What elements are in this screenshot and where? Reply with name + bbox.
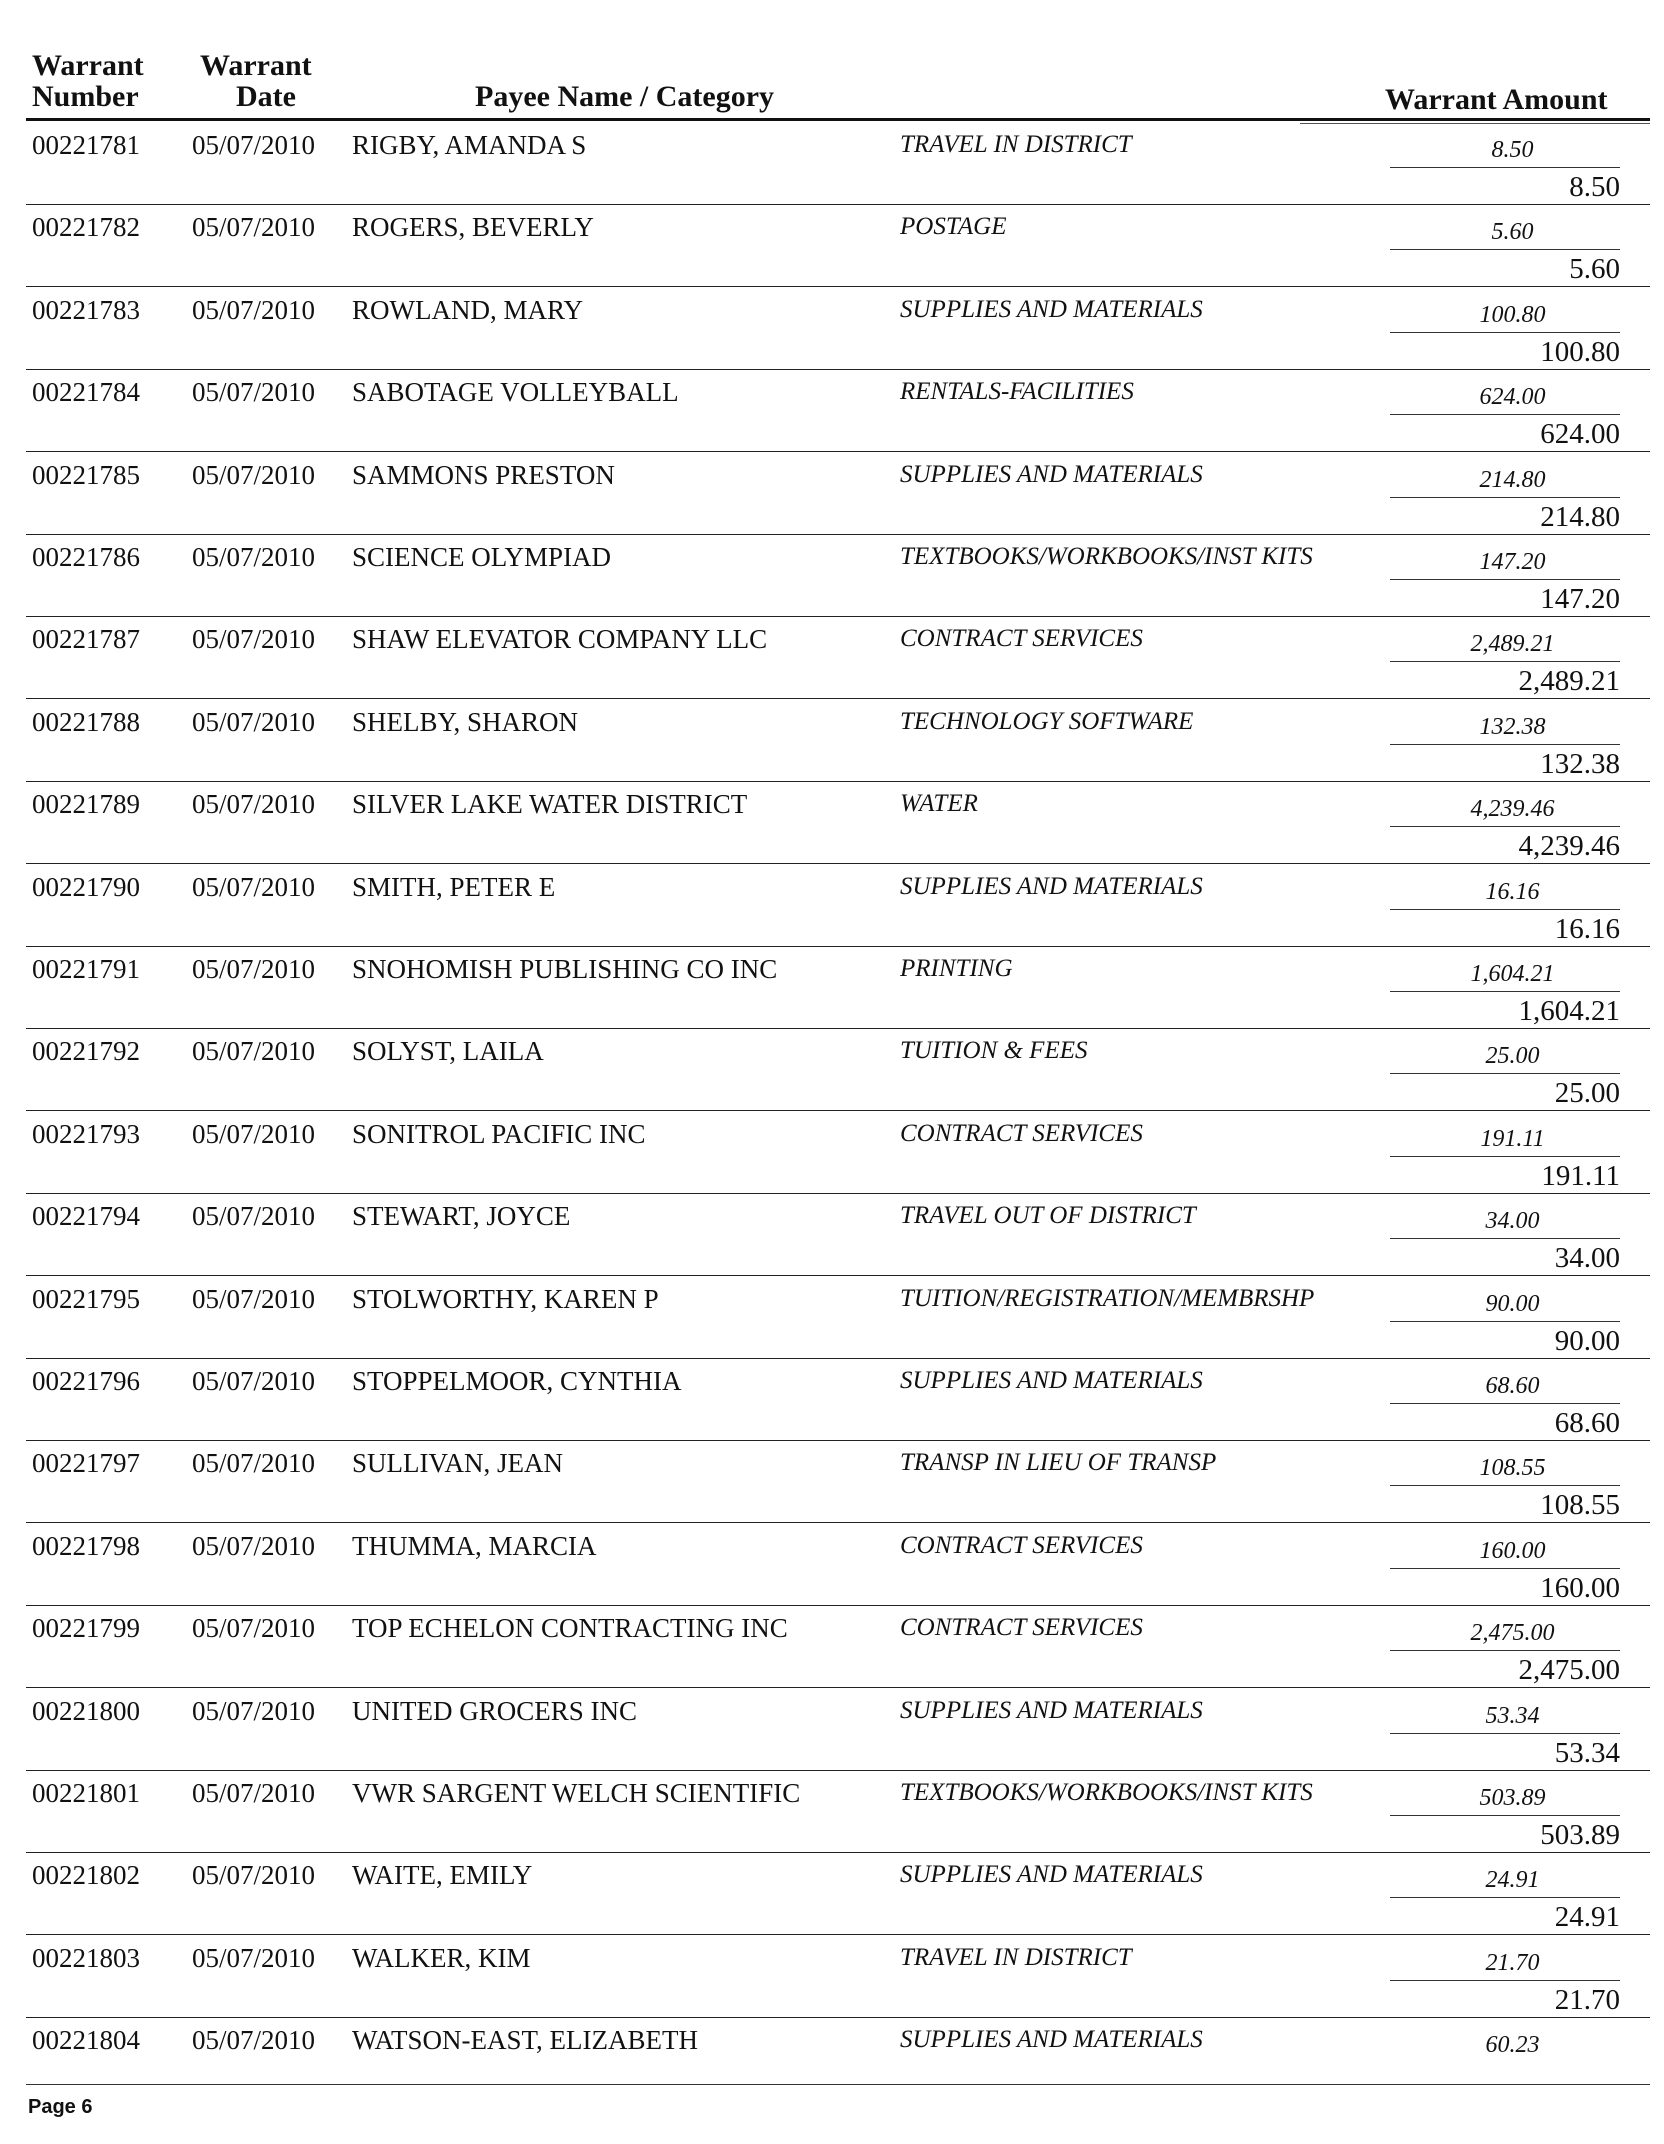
- payee-name: WATSON-EAST, ELIZABETH: [352, 2025, 698, 2056]
- warrant-date: 05/07/2010: [192, 1283, 316, 1314]
- warrant-amount: 60.23: [1485, 2032, 1540, 2059]
- warrant-number: 00221798: [32, 1530, 140, 1561]
- row-divider: [26, 534, 1650, 535]
- payee-name: WAITE, EMILY: [352, 1860, 533, 1891]
- payee-category: TEXTBOOKS/WORKBOOKS/INST KITS: [900, 1779, 1313, 1806]
- amount-underline: [1390, 826, 1620, 827]
- warrant-number: 00221801: [32, 1778, 140, 1808]
- warrant-date: 05/07/2010: [192, 624, 316, 655]
- header-warrant-date-line2: Date: [236, 80, 296, 113]
- payee-category: SUPPLIES AND MATERIALS: [900, 1367, 1203, 1394]
- warrant-amount: 160.00: [1479, 1537, 1546, 1564]
- table-row: [0, 536, 1664, 618]
- payee-category: TRAVEL OUT OF DISTRICT: [900, 1202, 1196, 1230]
- warrant-number: 00221784: [32, 377, 140, 408]
- table-row: [0, 701, 1664, 783]
- warrant-number: 00221799: [32, 1613, 140, 1644]
- warrant-amount-total: 147.20: [1540, 583, 1620, 615]
- payee-category: TECHNOLOGY SOFTWARE: [900, 707, 1194, 735]
- payee-name: STOPPELMOOR, CYNTHIA: [352, 1366, 682, 1396]
- header-warrant-number-line1: Warrant: [32, 49, 144, 82]
- payee-category: SUPPLIES AND MATERIALS: [900, 872, 1203, 900]
- payee-category: TUITION & FEES: [900, 1037, 1088, 1065]
- warrant-date: 05/07/2010: [192, 1036, 316, 1067]
- payee-name: STEWART, JOYCE: [352, 1201, 571, 1232]
- payee-name: UNITED GROCERS INC: [352, 1695, 638, 1726]
- footer-rule: [26, 2084, 1650, 2085]
- table-row: [0, 371, 1664, 453]
- warrant-number: 00221790: [32, 871, 140, 902]
- payee-category: TRAVEL IN DISTRICT: [900, 1943, 1132, 1971]
- warrant-date: 05/07/2010: [192, 542, 316, 572]
- warrant-number: 00221789: [32, 789, 140, 820]
- payee-name: SOLYST, LAILA: [352, 1036, 544, 1067]
- warrant-amount-total: 100.80: [1540, 335, 1620, 368]
- warrant-amount: 624.00: [1479, 384, 1546, 411]
- payee-name: SULLIVAN, JEAN: [352, 1448, 564, 1479]
- payee-category: SUPPLIES AND MATERIALS: [900, 295, 1203, 323]
- header-warrant-number-line2: Number: [32, 80, 139, 113]
- payee-category: TUITION/REGISTRATION/MEMBRSHP: [900, 1284, 1315, 1312]
- amount-underline: [1390, 1815, 1620, 1816]
- warrant-date: 05/07/2010: [192, 294, 316, 325]
- warrant-amount-total: 1,604.21: [1518, 995, 1620, 1027]
- warrant-date: 05/07/2010: [192, 2025, 316, 2056]
- warrant-date: 05/07/2010: [192, 1942, 316, 1973]
- payee-category: CONTRACT SERVICES: [900, 625, 1143, 653]
- amount-underline: [1390, 249, 1620, 250]
- amount-underline: [1390, 661, 1620, 662]
- amount-underline: [1390, 991, 1620, 992]
- table-row: [0, 1442, 1664, 1524]
- warrant-amount: 24.91: [1485, 1867, 1540, 1894]
- payee-category: SUPPLIES AND MATERIALS: [900, 460, 1203, 488]
- warrant-number: 00221781: [32, 130, 140, 160]
- table-row: [0, 1854, 1664, 1936]
- amount-underline: [1390, 1156, 1620, 1157]
- payee-category: TRAVEL IN DISTRICT: [900, 131, 1132, 158]
- warrant-date: 05/07/2010: [192, 1366, 316, 1396]
- warrant-date: 05/07/2010: [192, 377, 316, 408]
- table-row: [0, 866, 1664, 948]
- warrant-amount-total: 2,475.00: [1518, 1654, 1620, 1687]
- warrant-amount-total: 160.00: [1540, 1571, 1620, 1604]
- table-row: [0, 124, 1664, 206]
- warrant-amount: 34.00: [1485, 1208, 1540, 1235]
- payee-category: CONTRACT SERVICES: [900, 1531, 1143, 1559]
- warrant-date: 05/07/2010: [192, 459, 316, 490]
- warrant-date: 05/07/2010: [192, 1695, 316, 1726]
- warrant-date: 05/07/2010: [192, 1201, 316, 1232]
- warrant-amount-total: 68.60: [1554, 1407, 1620, 1439]
- payee-name: THUMMA, MARCIA: [352, 1530, 597, 1561]
- table-row: [0, 1195, 1664, 1277]
- amount-underline: [1390, 1073, 1620, 1074]
- row-divider: [26, 451, 1650, 452]
- warrant-amount: 2,489.21: [1470, 631, 1555, 658]
- row-divider: [26, 1770, 1650, 1771]
- row-divider: [26, 1852, 1650, 1853]
- row-divider: [26, 204, 1650, 205]
- amount-underline: [1390, 744, 1620, 745]
- warrant-amount-total: 16.16: [1554, 912, 1620, 945]
- row-divider: [26, 1110, 1650, 1111]
- payee-name: ROWLAND, MARY: [352, 294, 584, 325]
- row-divider: [26, 1522, 1650, 1523]
- table-row: [0, 1030, 1664, 1112]
- warrant-amount-total: 191.11: [1541, 1159, 1620, 1192]
- warrant-amount: 53.34: [1485, 1702, 1540, 1729]
- warrant-amount: 1,604.21: [1470, 961, 1555, 987]
- warrant-date: 05/07/2010: [192, 789, 316, 820]
- table-row: [0, 1360, 1664, 1442]
- warrant-number: 00221782: [32, 212, 140, 243]
- warrant-number: 00221795: [32, 1283, 140, 1314]
- payee-name: SILVER LAKE WATER DISTRICT: [352, 789, 748, 820]
- warrant-number: 00221786: [32, 542, 140, 572]
- table-row: [0, 1690, 1664, 1772]
- payee-category: PRINTING: [900, 955, 1013, 982]
- payee-name: SNOHOMISH PUBLISHING CO INC: [352, 954, 778, 984]
- warrant-amount: 68.60: [1485, 1373, 1540, 1399]
- row-divider: [26, 1275, 1650, 1276]
- amount-underline: [1390, 1650, 1620, 1651]
- warrant-number: 00221800: [32, 1695, 140, 1726]
- amount-underline: [1390, 332, 1620, 333]
- warrant-date: 05/07/2010: [192, 1118, 316, 1149]
- warrant-amount: 147.20: [1479, 549, 1546, 575]
- amount-underline: [1390, 1485, 1620, 1486]
- warrant-date: 05/07/2010: [192, 1530, 316, 1561]
- payee-name: SHAW ELEVATOR COMPANY LLC: [352, 624, 768, 655]
- payee-name: TOP ECHELON CONTRACTING INC: [352, 1613, 788, 1644]
- payee-category: RENTALS-FACILITIES: [900, 378, 1134, 406]
- warrant-amount-total: 90.00: [1554, 1324, 1620, 1357]
- warrant-number: 00221794: [32, 1201, 140, 1232]
- table-row: [0, 948, 1664, 1030]
- row-divider: [26, 698, 1650, 699]
- warrant-amount: 108.55: [1479, 1455, 1546, 1482]
- row-divider: [26, 1687, 1650, 1688]
- page-number: Page 6: [28, 2096, 93, 2118]
- row-divider: [26, 369, 1650, 370]
- row-divider: [26, 1028, 1650, 1029]
- row-divider: [26, 1605, 1650, 1606]
- warrant-number: 00221804: [32, 2025, 140, 2056]
- payee-category: SUPPLIES AND MATERIALS: [900, 1861, 1203, 1889]
- warrant-amount: 100.80: [1479, 301, 1546, 328]
- amount-underline: [1390, 167, 1620, 168]
- row-divider: [26, 286, 1650, 287]
- warrant-date: 05/07/2010: [192, 212, 316, 243]
- warrant-number: 00221802: [32, 1860, 140, 1891]
- payee-category: TEXTBOOKS/WORKBOOKS/INST KITS: [900, 543, 1313, 570]
- warrant-number: 00221791: [32, 954, 140, 984]
- payee-category: SUPPLIES AND MATERIALS: [900, 2026, 1203, 2054]
- payee-category: TRANSP IN LIEU OF TRANSP: [900, 1449, 1217, 1477]
- warrant-date: 05/07/2010: [192, 130, 316, 160]
- amount-underline: [1390, 1897, 1620, 1898]
- amount-underline: [1390, 414, 1620, 415]
- row-divider: [26, 2017, 1650, 2018]
- header-rule: [26, 118, 1650, 121]
- row-divider: [26, 1358, 1650, 1359]
- warrant-amount-total: 5.60: [1569, 253, 1620, 286]
- payee-name: VWR SARGENT WELCH SCIENTIFIC: [352, 1778, 801, 1808]
- payee-name: SAMMONS PRESTON: [352, 459, 615, 490]
- warrant-amount: 25.00: [1485, 1043, 1540, 1070]
- warrant-number: 00221797: [32, 1448, 140, 1479]
- header-payee-category: Payee Name / Category: [475, 80, 775, 113]
- warrant-amount-total: 108.55: [1540, 1489, 1620, 1522]
- warrant-amount-total: 24.91: [1554, 1901, 1620, 1934]
- table-row: [0, 289, 1664, 371]
- table-row: [0, 1772, 1664, 1854]
- payee-name: ROGERS, BEVERLY: [352, 212, 594, 243]
- warrant-amount-total: 8.50: [1569, 171, 1620, 203]
- payee-name: WALKER, KIM: [352, 1942, 531, 1973]
- table-row: [0, 1525, 1664, 1607]
- row-divider: [26, 1934, 1650, 1935]
- warrant-date: 05/07/2010: [192, 871, 316, 902]
- payee-name: RIGBY, AMANDA S: [352, 130, 587, 160]
- row-divider: [26, 616, 1650, 617]
- payee-name: STOLWORTHY, KAREN P: [352, 1283, 659, 1314]
- warrant-amount-total: 21.70: [1554, 1983, 1620, 2016]
- table-row: [0, 206, 1664, 288]
- warrant-amount: 21.70: [1485, 1949, 1540, 1976]
- warrant-number: 00221803: [32, 1942, 140, 1973]
- row-divider: [26, 1440, 1650, 1441]
- warrant-date: 05/07/2010: [192, 1448, 316, 1479]
- table-row: [0, 1113, 1664, 1195]
- warrant-amount: 5.60: [1491, 219, 1534, 246]
- payee-name: SABOTAGE VOLLEYBALL: [352, 377, 679, 408]
- warrant-amount-total: 34.00: [1554, 1242, 1620, 1275]
- payee-category: WATER: [900, 790, 978, 818]
- amount-underline: [1390, 1568, 1620, 1569]
- warrant-amount-total: 624.00: [1540, 418, 1620, 451]
- row-divider: [26, 946, 1650, 947]
- warrant-date: 05/07/2010: [192, 706, 316, 737]
- warrant-amount-total: 25.00: [1554, 1077, 1620, 1110]
- payee-name: SMITH, PETER E: [352, 871, 556, 902]
- amount-underline: [1390, 909, 1620, 910]
- table-row: [0, 2019, 1664, 2101]
- warrant-amount: 2,475.00: [1470, 1620, 1555, 1647]
- warrant-date: 05/07/2010: [192, 1860, 316, 1891]
- table-row: [0, 1937, 1664, 2019]
- warrant-amount-total: 4,239.46: [1518, 830, 1620, 863]
- header-warrant-amount: Warrant Amount: [1385, 83, 1608, 116]
- warrant-number: 00221792: [32, 1036, 140, 1067]
- table-row: [0, 1278, 1664, 1360]
- warrant-number: 00221787: [32, 624, 140, 655]
- payee-name: SHELBY, SHARON: [352, 706, 579, 737]
- row-divider: [26, 863, 1650, 864]
- warrant-amount: 4,239.46: [1470, 796, 1555, 823]
- amount-underline: [1390, 1238, 1620, 1239]
- warrant-number: 00221793: [32, 1118, 140, 1149]
- warrant-number: 00221785: [32, 459, 140, 490]
- warrant-amount-total: 2,489.21: [1518, 665, 1620, 698]
- warrant-amount: 503.89: [1479, 1785, 1546, 1811]
- payee-category: POSTAGE: [900, 213, 1007, 241]
- warrant-amount-total: 503.89: [1540, 1819, 1620, 1851]
- payee-category: CONTRACT SERVICES: [900, 1119, 1143, 1147]
- warrant-amount: 132.38: [1479, 713, 1546, 740]
- warrant-amount-total: 214.80: [1540, 500, 1620, 533]
- warrant-amount: 191.11: [1480, 1125, 1545, 1152]
- warrant-date: 05/07/2010: [192, 1778, 316, 1808]
- payee-name: SCIENCE OLYMPIAD: [352, 542, 612, 572]
- payee-category: SUPPLIES AND MATERIALS: [900, 1696, 1203, 1724]
- table-row: [0, 454, 1664, 536]
- warrant-number: 00221796: [32, 1366, 140, 1396]
- table-row: [0, 618, 1664, 700]
- warrant-amount: 90.00: [1485, 1290, 1540, 1317]
- warrant-amount: 214.80: [1479, 466, 1546, 493]
- amount-underline: [1390, 1980, 1620, 1981]
- warrant-number: 00221783: [32, 294, 140, 325]
- amount-underline: [1390, 1403, 1620, 1404]
- amount-underline: [1390, 579, 1620, 580]
- row-divider: [26, 781, 1650, 782]
- warrant-amount: 8.50: [1491, 137, 1534, 163]
- table-row: [0, 1607, 1664, 1689]
- amount-underline: [1390, 1733, 1620, 1734]
- amount-underline: [1390, 1321, 1620, 1322]
- warrant-date: 05/07/2010: [192, 1613, 316, 1644]
- payee-category: CONTRACT SERVICES: [900, 1614, 1143, 1642]
- warrant-date: 05/07/2010: [192, 954, 316, 984]
- warrant-amount-total: 132.38: [1540, 747, 1620, 780]
- row-divider: [26, 1193, 1650, 1194]
- table-row: [0, 783, 1664, 865]
- payee-name: SONITROL PACIFIC INC: [352, 1118, 646, 1149]
- header-warrant-date-line1: Warrant: [200, 49, 312, 82]
- warrant-amount: 16.16: [1485, 878, 1540, 905]
- warrant-number: 00221788: [32, 706, 140, 737]
- amount-underline: [1390, 497, 1620, 498]
- warrant-amount-total: 53.34: [1554, 1736, 1620, 1769]
